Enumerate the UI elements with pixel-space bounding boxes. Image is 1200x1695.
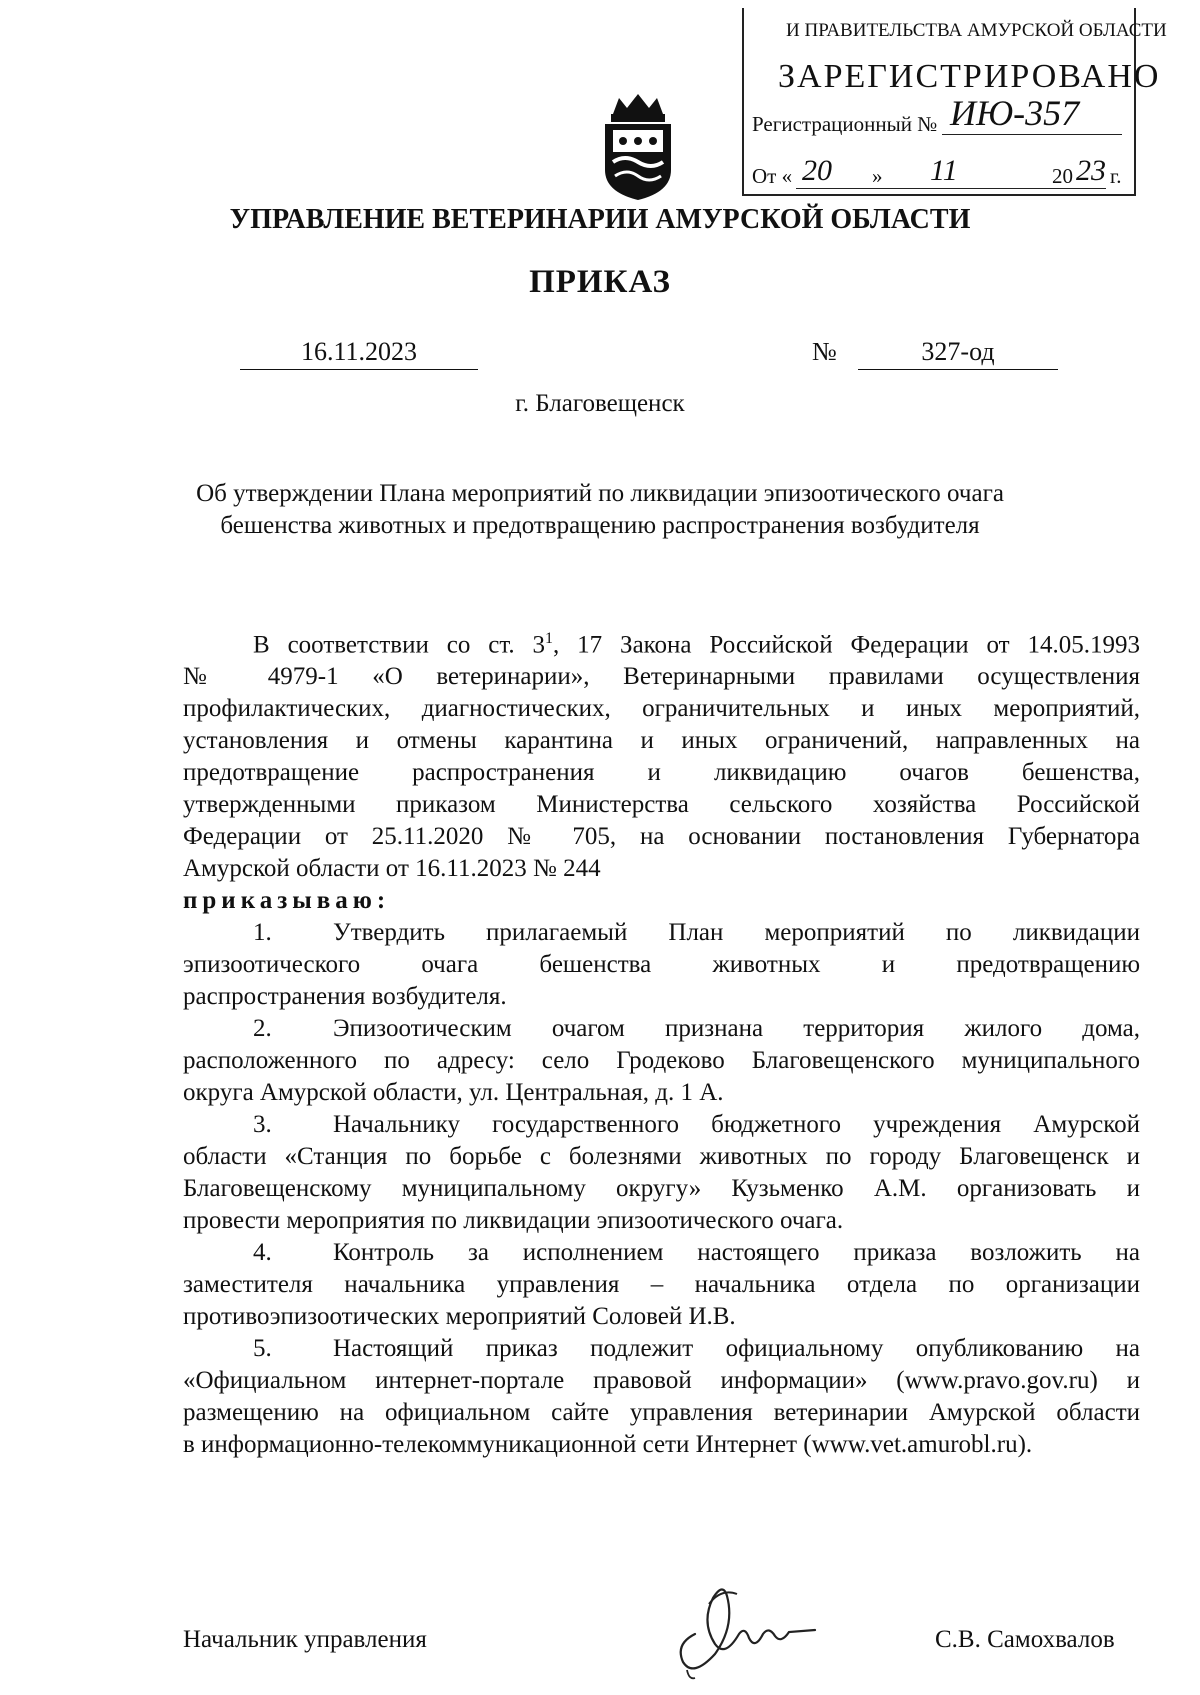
item-line: округа Амурской области, ул. Центральная, д. 1 А.: [183, 1079, 724, 1107]
stamp-date-year: 23: [1076, 154, 1106, 187]
item-text: Начальнику государственного бюджетного учреждения Амурской: [333, 1111, 1140, 1139]
item-text: Утвердить прилагаемый План мероприятий по ликвидации: [333, 919, 1140, 947]
item-line: «Официальном интернет-портале правовой информации» (www.pravo.gov.ru) и: [183, 1367, 1140, 1395]
item-line: распространения возбудителя.: [183, 983, 507, 1011]
list-item: [183, 1237, 1140, 1269]
list-item: [183, 917, 1140, 949]
preamble-line: Федерации от 25.11.2020 № 705, на основании постановления Губернатора: [183, 823, 1140, 851]
preamble-line: Амурской области от 16.11.2023 № 244: [183, 855, 601, 883]
item-text: Настоящий приказ подлежит официальному опубликованию на: [333, 1335, 1140, 1363]
document-type: ПРИКАЗ: [529, 264, 671, 300]
stamp-title: ЗАРЕГИСТРИРОВАНО: [778, 58, 1161, 95]
stamp-date-year-prefix: 20: [1052, 164, 1073, 188]
item-line: провести мероприятия по ликвидации эпизоотического очага.: [183, 1207, 844, 1235]
preamble-line: утвержденными приказом Министерства сельского хозяйства Российской: [183, 791, 1140, 819]
signatory-name: С.В. Самохвалов: [935, 1626, 1115, 1653]
city: г. Благовещенск: [515, 390, 685, 417]
item-line: Благовещенскому муниципальному округу» Кузьменко А.М. организовать и: [183, 1175, 1140, 1203]
stamp-date-month: 11: [930, 154, 958, 187]
preamble-superscript: 1: [545, 630, 554, 647]
item-text: Эпизоотическим очагом признана территория жилого дома,: [333, 1015, 1140, 1043]
item-text: Контроль за исполнением настоящего приказа возложить на: [333, 1239, 1140, 1267]
item-line: эпизоотического очага бешенства животных и предотвращению: [183, 951, 1140, 979]
stamp-header: И ПРАВИТЕЛЬСТВА АМУРСКОЙ ОБЛАСТИ: [786, 20, 1167, 41]
amur-coat-of-arms-icon: [597, 92, 679, 202]
item-number: 3.: [253, 1111, 272, 1139]
stamp-date-day: 20: [802, 154, 832, 187]
handwritten-signature-icon: [665, 1574, 825, 1684]
item-line: противоэпизоотических мероприятий Соловей И.В.: [183, 1303, 736, 1331]
preamble-line: установления и отмены карантина и иных ограничений, направленных на: [183, 727, 1140, 755]
item-number: 2.: [253, 1015, 272, 1043]
item-line: области «Станция по борьбе с болезнями животных по городу Благовещенск и: [183, 1143, 1140, 1171]
preamble-line: предотвращение распространения и ликвидацию очагов бешенства,: [183, 759, 1140, 787]
signatory-position: Начальник управления: [183, 1626, 427, 1653]
order-date: 16.11.2023: [240, 337, 478, 370]
stamp-date-suffix: г.: [1110, 164, 1122, 188]
preamble-text: В соответствии со ст. 3: [253, 631, 546, 659]
list-item: [183, 1109, 1140, 1141]
order-number-label: №: [812, 337, 837, 366]
stamp-date-mid: »: [872, 164, 883, 188]
preamble-line: профилактических, диагностических, ограничительных и иных мероприятий,: [183, 695, 1140, 723]
stamp-date: [752, 154, 1132, 192]
preamble-line: [183, 623, 1140, 661]
organization-title: УПРАВЛЕНИЕ ВЕТЕРИНАРИИ АМУРСКОЙ ОБЛАСТИ: [229, 204, 971, 235]
subject-line-2: бешенства животных и предотвращению распространения возбудителя: [220, 512, 980, 539]
item-number: 4.: [253, 1239, 272, 1267]
preamble-line: № 4979-1 «О ветеринарии», Ветеринарными правилами осуществления: [183, 663, 1140, 691]
item-line: заместителя начальника управления – начальника отдела по организации: [183, 1271, 1140, 1299]
item-line: расположенного по адресу: село Гродеково Благовещенского муниципального: [183, 1047, 1140, 1075]
preamble: [183, 623, 1140, 1461]
preamble-text: , 17 Закона Российской Федерации от 14.05.1993: [553, 631, 1140, 659]
item-number: 1.: [253, 919, 272, 947]
stamp-reg-underline: [942, 134, 1122, 135]
item-line: размещению на официальном сайте управления ветеринарии Амурской области: [183, 1399, 1140, 1427]
stamp-date-underline: [796, 188, 1106, 189]
stamp-reg-label: Регистрационный №: [752, 112, 938, 136]
list-item: [183, 1333, 1140, 1365]
list-item: [183, 1013, 1140, 1045]
subject-line-1: Об утверждении Плана мероприятий по ликвидации эпизоотического очага: [196, 480, 1004, 507]
item-number: 5.: [253, 1335, 272, 1363]
registration-stamp: [742, 8, 1167, 196]
order-number: 327-од: [858, 337, 1058, 370]
item-line: в информационно-телекоммуникационной сети Интернет (www.vet.amurobl.ru).: [183, 1431, 1033, 1459]
stamp-date-prefix: От «: [752, 164, 793, 188]
stamp-reg-number: ИЮ-357: [950, 93, 1080, 133]
order-word: приказываю:: [183, 887, 391, 915]
